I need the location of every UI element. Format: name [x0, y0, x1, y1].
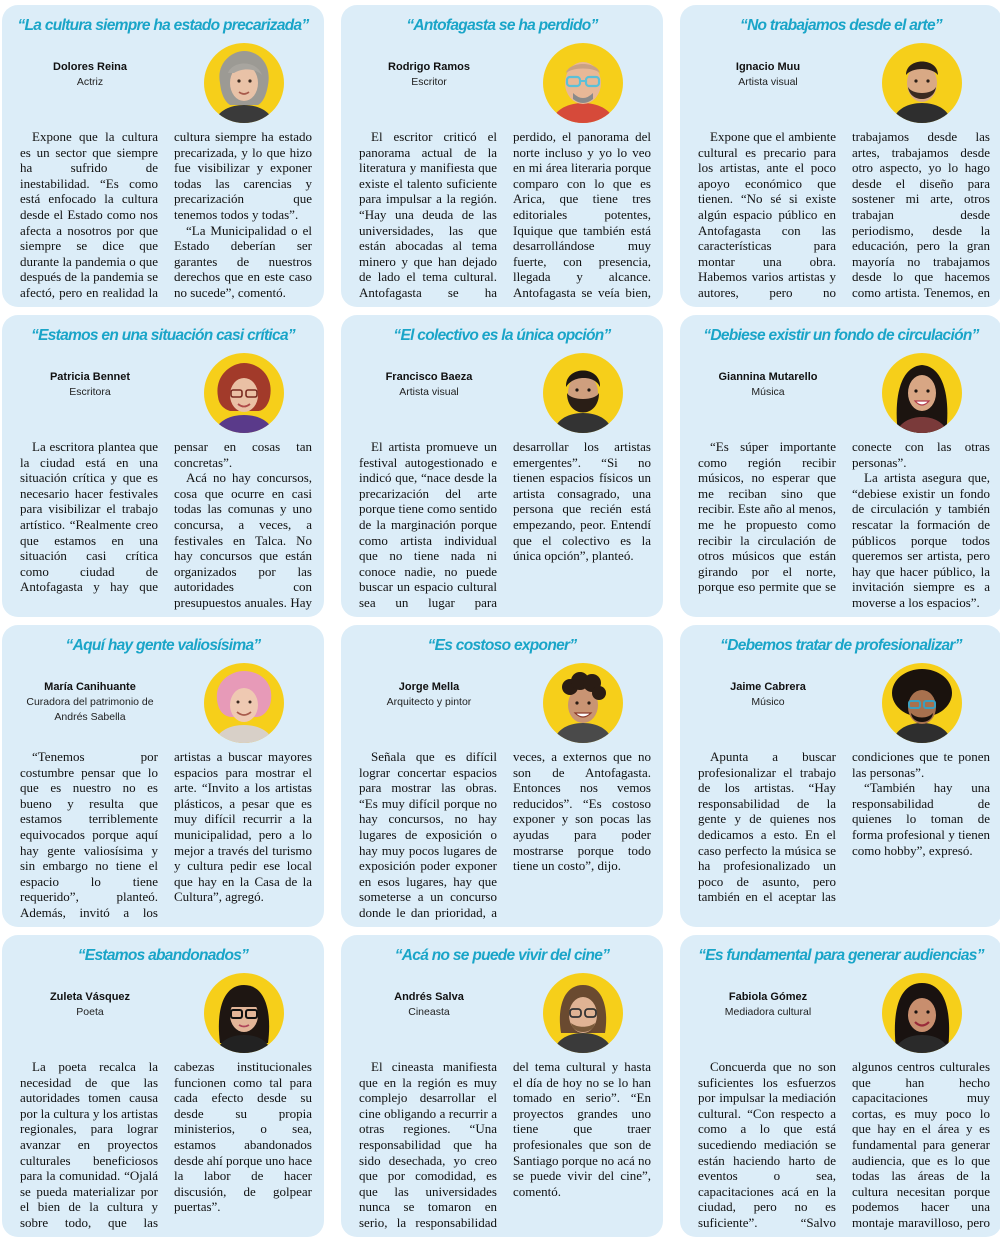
- testimonial-card-patricia-bennet: [2, 315, 324, 617]
- testimonial-card-jorge-mella: [341, 625, 663, 927]
- person-info: [349, 59, 509, 90]
- card-quote-headline: “Debiese existir un fondo de circulación”: [703, 327, 979, 344]
- card-header: [2, 971, 324, 1057]
- paragraph: “Es súper importante como región recibir músicos, no esperar que me reciban sino que recibir. Este año al menos, me he propuesto como recibir la circulación de otros músicos que están girando por el norte, porque eso permite que se conecte con las otras personas”.: [698, 439, 990, 595]
- card-header: [680, 971, 1000, 1057]
- paragraph: Apunta a buscar profesionalizar el trabajo de los artistas. “Hay responsabilidad de la gente y de quienes nos dedicamos a esto. En el caso perfecto la música se ha profesionalizado un poco de asunto, pero también en el aceptar las condiciones que te ponen las personas”.: [698, 749, 990, 905]
- man-curly-hair-portrait-icon: [543, 663, 623, 743]
- card-quote-headline: “Acá no se puede vivir del cine”: [394, 947, 610, 964]
- testimonial-card-dolores-reina: [2, 5, 324, 307]
- card-header: [2, 351, 324, 437]
- card-header: [680, 351, 1000, 437]
- man-beard-portrait-icon: [882, 43, 962, 123]
- testimonial-card-jaime-cabrera: [680, 625, 1000, 927]
- card-header: [341, 41, 663, 127]
- woman-short-grey-hair-portrait-icon: [204, 43, 284, 123]
- woman-glasses-dark-hair-portrait-icon: [204, 973, 284, 1053]
- paragraph: “La Municipalidad o el Estado deberían ser garantes de nuestros derechos que en este caso no sucede”, comentó.: [174, 222, 312, 300]
- man-full-beard-portrait-icon: [543, 353, 623, 433]
- person-info: [10, 59, 170, 90]
- card-quote-headline: “Estamos abandonados”: [77, 947, 249, 964]
- testimonial-card-francisco-baeza: [341, 315, 663, 617]
- person-role: Curadora del patrimonio de Andrés Sabella: [26, 696, 154, 723]
- person-info: [349, 369, 509, 400]
- paragraph: El escritor criticó el panorama actual de la literatura y manifiesta que existe el talento suficiente para impulsar a la región. “Hay una deuda de las universidades, las que están abocadas al tema minero y que han dejado de lado el tema cultural. Antofagasta se ha perdido, el panorama del norte incluso y yo lo veo en mi área literaria porque comparo con lo que es Arica, que tiene tres editoriales potentes, Iquique que también está desarrollándose muy fuerte, con presencia, llegada y alcance. Antofagasta se veía bien,: [359, 129, 651, 300]
- man-afro-glasses-portrait-icon: [882, 663, 962, 743]
- person-info: [10, 989, 170, 1020]
- paragraph: La poeta recalca la necesidad de que las autoridades tomen causa por la cultura y los artistas regionales, para lograr avanzar en proyectos culturales beneficiosos para la comunidad. “Ojalá se pueda materializar por el bien de la cultura y sobre todo, que las cabezas institucionales funcionen como tal para cada efecto desde su desde su propia ministerios, o sea, estamos abandonados desde ahí porque uno hace la labor de hacer discusión, de golpear puertas”.: [20, 1059, 312, 1230]
- person-role: Actriz: [76, 76, 104, 88]
- person-role: Artista visual: [738, 76, 798, 88]
- card-header: [2, 41, 324, 127]
- card-body-text: [359, 439, 651, 611]
- testimonial-card-ignacio-muu: [680, 5, 1000, 307]
- card-body-text: [359, 749, 651, 921]
- person-role: Música: [751, 386, 785, 398]
- elderly-woman-pink-hair-portrait-icon: [204, 663, 284, 743]
- card-body-text: [20, 1059, 312, 1231]
- paragraph: Expone que el ambiente cultural es precario para los artistas, ante el poco apoyo económico que tienen. “No sé si existe algún espacio público en Antofagasta con las características para montar una obra. Habemos varios artistas y autores, pero no trabajamos desde las artes, trabajamos desde otro aspecto, yo lo hago desde el diseño para sostener mi arte, otros trabajan desde periodismo, desde la educación, pero la gran mayoría no trabajamos desde lo que hacemos como artista. Tenemos, en: [698, 129, 990, 300]
- card-body-text: [20, 439, 312, 611]
- person-name: Francisco Baeza: [385, 371, 473, 383]
- card-body-text: [20, 749, 312, 921]
- paragraph: “Tenemos por costumbre pensar que lo que es nuestro no es bueno y resulta que estamos terriblemente equivocados porque aquí hay gente valiosísima y sin embargo no tiene el espacio lo tiene requerido”, planteó. Además, invitó a los artistas a buscar mayores espacios para mostrar el arte. “Invito a los artistas plásticos, a pesar que es muy difícil recurrir a la municipalidad, pero a lo mejor a través del turismo y cultura pedir ese local que hay en la Casa de la Cultura”, agregó.: [20, 749, 312, 920]
- card-quote-headline: “La cultura siempre ha estado precarizada”: [17, 17, 309, 34]
- person-name: María Canihuante: [44, 681, 136, 693]
- person-name: Jorge Mella: [398, 681, 460, 693]
- person-role: Escritor: [411, 76, 447, 88]
- person-role: Cineasta: [408, 1006, 450, 1018]
- card-header: [680, 41, 1000, 127]
- testimonial-card-maria-canihuante: [2, 625, 324, 927]
- person-name: Zuleta Vásquez: [49, 991, 131, 1003]
- card-body-text: [698, 439, 990, 611]
- card-body-text: [359, 129, 651, 301]
- paragraph: “También hay una responsabilidad de quienes lo toman de forma profesional y tienen como hobby”, expresó.: [852, 780, 990, 858]
- person-name: Jaime Cabrera: [730, 681, 806, 693]
- paragraph: Expone que la cultura es un sector que siempre ha sufrido de inestabilidad. “Es como está enfocado la cultura desde el Estado como nos afecta a nosotros por que siempre se dice que durante la pandemia o que después de la pandemia se afectó, pero en realidad la cultura siempre ha estado precarizada, y lo que hizo fue visibilizar y exponer todas las carencias y precarización que tenemos todos y todas”.: [20, 129, 312, 300]
- woman-long-dark-hair-portrait-icon: [882, 353, 962, 433]
- person-role: Mediadora cultural: [724, 1006, 812, 1018]
- person-info: [349, 679, 509, 710]
- testimonial-card-giannina-mutarello: [680, 315, 1000, 617]
- card-quote-headline: “Aquí hay gente valiosísima”: [65, 637, 261, 654]
- person-role: Poeta: [76, 1006, 104, 1018]
- paragraph: Señala que es difícil lograr concertar espacios para mostrar las obras. “Es muy difícil porque no hay concursos, no hay lugares de exposición o hay muy pocos lugares de exposición poder exponer en esos lugares, hay que someterse a un concurso donde le dan prioridad, a veces, a externos que no son de Antofagasta. Entonces nos vemos reducidos”. “Es costoso exponer y son pocas las ayudas para poder mostrarse porque todo tiene un costo”, dijo.: [359, 749, 651, 920]
- card-header: [341, 971, 663, 1057]
- paragraph: Concuerda que no son suficientes los esfuerzos por impulsar la mediación cultural. “Con respecto a como a lo que está sucediendo mediación se están haciendo harto de eventos o sea, capacitaciones acá en la ciudad, pero no es suficiente”. “Salvo algunos centros culturales que han hecho capacitaciones muy cortas, es muy poco lo que hay en el área y es fundamental para generar audiencia, que es lo que todas las áreas de la cultura necesitan porque podemos hacer una montaje maravilloso, pero: [698, 1059, 990, 1230]
- person-name: Giannina Mutarello: [718, 371, 818, 383]
- man-glasses-bald-portrait-icon: [543, 43, 623, 123]
- card-body-text: [698, 129, 990, 301]
- card-body-text: [698, 1059, 990, 1231]
- person-info: [10, 679, 170, 725]
- person-info: [688, 679, 848, 710]
- card-header: [341, 661, 663, 747]
- person-name: Ignacio Muu: [735, 61, 801, 73]
- card-quote-headline: “Es fundamental para generar audiencias”: [698, 947, 984, 964]
- paragraph: El cineasta manifiesta que en la región es muy complejo desarrollar el cine obligando a recurrir a otras regiones. “Una responsabilidad que ha sido desechada, yo creo que por comodidad, es que las universidades nunca se tomaron en serio, la responsabilidad del tema cultural y hasta el día de hoy no se lo han tomado en serio”. “En proyectos grandes uno tiene que traer profesionales que son de Santiago porque no acá no se puede vivir del cine”, comentó.: [359, 1059, 651, 1230]
- person-role: Arquitecto y pintor: [386, 696, 472, 708]
- card-quote-headline: “Estamos en una situación casi crítica”: [31, 327, 295, 344]
- paragraph: La escritora plantea que la ciudad está en una situación crítica y que es necesario hacer festivales para visibilizar el trabajo artístico. “Realmente creo que estamos en una situación casi crítica como ciudad de Antofagasta y hay que pensar en cosas tan concretas”.: [20, 439, 312, 595]
- person-info: [349, 989, 509, 1020]
- person-info: [688, 989, 848, 1020]
- testimonial-card-fabiola-gomez: [680, 935, 1000, 1237]
- woman-red-hair-portrait-icon: [204, 353, 284, 433]
- paragraph: Acá no hay concursos, cosa que ocurre en casi todas las comunas y uno concursa, a veces, a festivales en Talca. No hay concursos que están organizados por las autoridades con presupuestos anuales. Hay: [174, 470, 312, 610]
- person-role: Artista visual: [399, 386, 459, 398]
- person-info: [688, 59, 848, 90]
- card-quote-headline: “El colectivo es la única opción”: [393, 327, 611, 344]
- card-header: [2, 661, 324, 747]
- man-glasses-long-hair-portrait-icon: [543, 973, 623, 1053]
- paragraph: La artista asegura que, “debiese existir un fondo de circulación y también rescatar la formación de públicos porque todos queremos ser artista, pero hay que hacer público, la invitación siempre es a moverse a los espacios”.: [852, 470, 990, 610]
- person-name: Fabiola Gómez: [728, 991, 808, 1003]
- testimonial-card-rodrigo-ramos: [341, 5, 663, 307]
- person-name: Rodrigo Ramos: [388, 61, 470, 73]
- card-body-text: [359, 1059, 651, 1231]
- testimonial-card-zuleta-vasquez: [2, 935, 324, 1237]
- card-body-text: [698, 749, 990, 921]
- card-quote-headline: “Debemos tratar de profesionalizar”: [720, 637, 962, 654]
- person-name: Patricia Bennet: [49, 371, 131, 383]
- card-quote-headline: “Antofagasta se ha perdido”: [406, 17, 598, 34]
- card-body-text: [20, 129, 312, 301]
- person-role: Músico: [751, 696, 785, 708]
- person-info: [688, 369, 848, 400]
- card-quote-headline: “Es costoso exponer”: [427, 637, 577, 654]
- person-name: Andrés Salva: [394, 991, 464, 1003]
- testimonial-card-andres-salva: [341, 935, 663, 1237]
- person-name: Dolores Reina: [53, 61, 127, 73]
- card-header: [680, 661, 1000, 747]
- card-header: [341, 351, 663, 437]
- card-quote-headline: “No trabajamos desde el arte”: [740, 17, 942, 34]
- person-info: [10, 369, 170, 400]
- person-role: Escritora: [69, 386, 111, 398]
- paragraph: El artista promueve un festival autogestionado e indicó que, “nace desde la precarización del arte porque tiene como sentido de la marginación porque como artista individual que no tiene nada ni conoce nadie, no puede buscar un espacio cultural sea un lugar para desarrollar los artistas emergentes”. “Si no tienen espacios físicos un artista consagrado, una persona que recién está empezando, peor. Entendí que el colectivo es la única opción”, planteó.: [359, 439, 651, 610]
- woman-dark-hair-smiling-portrait-icon: [882, 973, 962, 1053]
